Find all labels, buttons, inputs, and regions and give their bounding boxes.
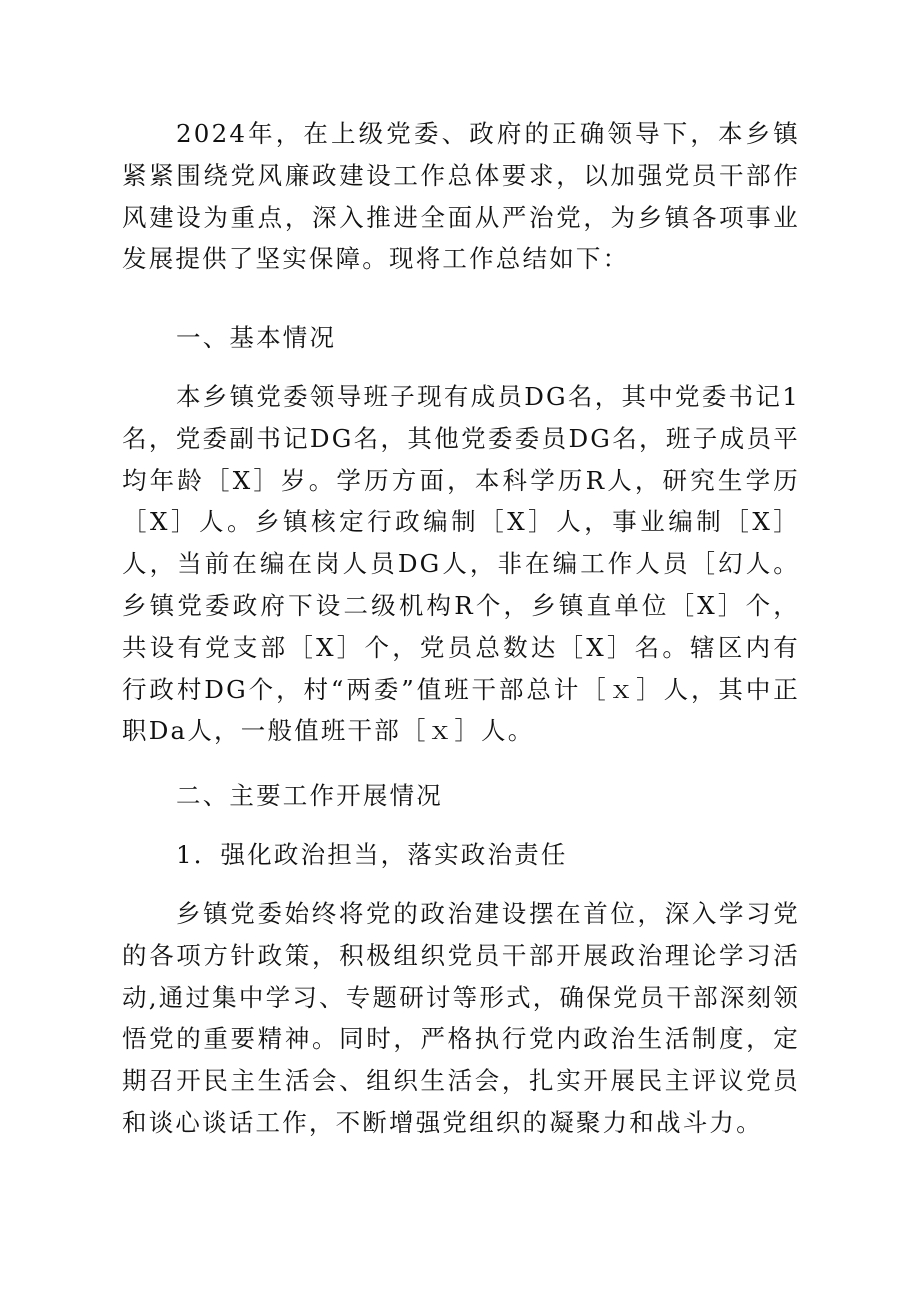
subsection-heading-political: 1．强化政治担当，落实政治责任 <box>176 840 568 869</box>
basic-info-paragraph: 本乡镇党委领导班子现有成员DG名，其中党委书记1名，党委副书记DG名，其他党委委员DG名，班子成员平均年龄［X］岁。学历方面，本科学历R人，研究生学历［X］人。乡镇核定行政编制［X］人，事业编制［X］人，当前在编在岗人员DG人，非在编工作人员［幻人。乡镇党委政府下设二级机构R个，乡镇直单位［X］个，共设有党支部［X］个，党员总数达［X］名。辖区内有行政村DG个，村“两委”值班干部总计［ｘ］人，其中正职Da人，一般值班干部［ｘ］人。 <box>122 382 800 746</box>
political-responsibility-paragraph: 乡镇党委始终将党的政治建设摆在首位，深入学习党的各项方针政策，积极组织党员干部开展政治理论学习活动,通过集中学习、专题研讨等形式，确保党员干部深刻领悟党的重要精神。同时，严格执行党内政治生活制度，定期召开民主生活会、组织生活会，扎实开展民主评议党员和谈心谈话工作，不断增强党组织的凝聚力和战斗力。 <box>122 899 800 1137</box>
section-heading-basic: 一、基本情况 <box>176 323 337 352</box>
intro-paragraph: 2024年，在上级党委、政府的正确领导下，本乡镇紧紧围绕党风廉政建设工作总体要求，以加强党员干部作风建设为重点，深入推进全面从严治党，为乡镇各项事业发展提供了坚实保障。现将工作总结如下： <box>122 119 800 274</box>
section-heading-main-work: 二、主要工作开展情况 <box>176 781 443 810</box>
